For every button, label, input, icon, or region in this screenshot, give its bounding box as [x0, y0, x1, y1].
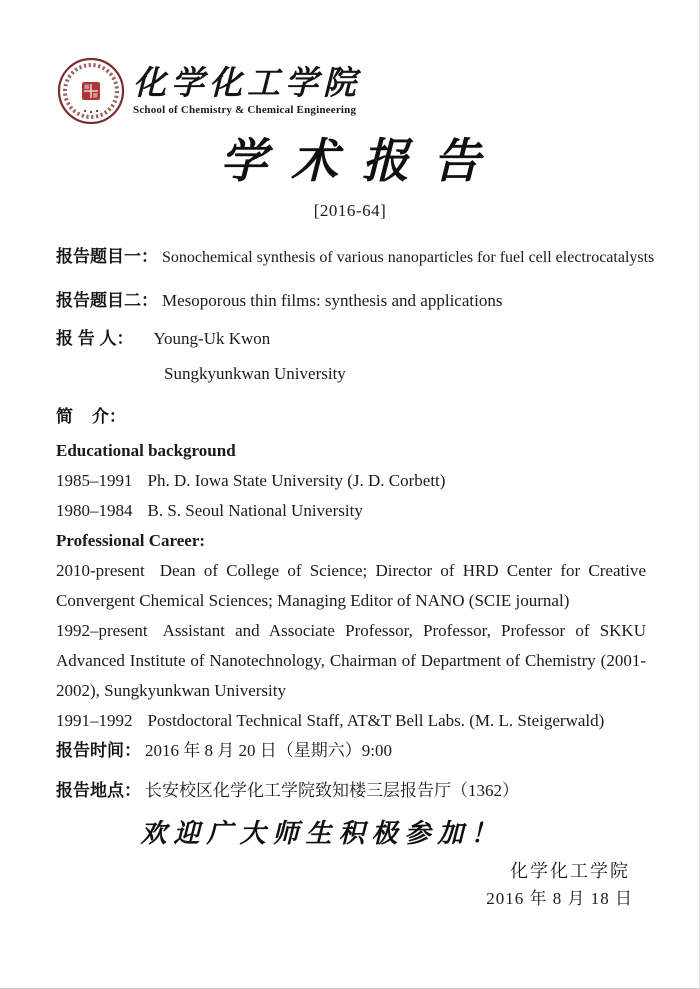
school-name-english: School of Chemistry & Chemical Engineering: [133, 104, 357, 116]
time-label: 报告时间：: [56, 741, 141, 760]
school-header: [56, 56, 361, 126]
page-title: 学术报告: [220, 136, 504, 188]
topic-1-row: [56, 242, 654, 267]
place-label: 报告地点：: [56, 781, 141, 800]
place-row: [56, 776, 519, 801]
seal-graphic: [56, 56, 126, 126]
speaker-row: [56, 324, 270, 349]
time-row: [56, 736, 392, 761]
career-heading: Professional Career:: [56, 531, 206, 550]
speaker-affiliation: Sungkyunkwan University: [164, 364, 346, 383]
topic-2-label: 报告题目二：: [56, 291, 158, 310]
topic-2-value: Mesoporous thin films: synthesis and applications: [162, 291, 503, 310]
signoff-date: 2016 年 8 月 18 日: [486, 889, 633, 908]
signoff-organization: 化学化工学院: [510, 861, 630, 881]
career-item: 1992–present Assistant and Associate Professor, Professor, Professor of SKKU Advanced Institute of Nanotechnology, Chairman of Department of Chemistry (2001-2002), Sungkyunkwan University: [56, 621, 646, 700]
bio-section-label: 简 介：: [56, 407, 126, 426]
topic-1-label: 报告题目一：: [56, 247, 158, 266]
career-item: 2010-present Dean of College of Science; Director of HRD Center for Creative Convergent Chemical Sciences; Managing Editor of NANO (SCIE journal): [56, 561, 646, 610]
education-item: 1980–1984 B. S. Seoul National University: [56, 501, 363, 520]
career-item: 1991–1992 Postdoctoral Technical Staff, AT&T Bell Labs. (M. L. Steigerwald): [56, 711, 605, 730]
welcome-message: 欢迎广大师生积极参加！: [140, 819, 504, 848]
school-name-chinese: 化学化工学院: [133, 66, 361, 102]
topic-1-value: Sonochemical synthesis of various nanoparticles for fuel cell electrocatalysts: [162, 249, 655, 266]
place-value: 长安校区化学化工学院致知楼三层报告厅（1362）: [145, 781, 519, 800]
school-name-block: [133, 66, 361, 116]
time-value: 2016 年 8 月 20 日（星期六）9:00: [145, 741, 392, 760]
education-heading: Educational background: [56, 441, 236, 460]
announcement-number: [2016-64]: [313, 201, 387, 220]
topic-2-row: [56, 286, 502, 311]
speaker-label: 报 告 人：: [56, 329, 134, 348]
speaker-name: Young-Uk Kwon: [153, 329, 271, 348]
biography-block: [56, 436, 646, 736]
education-item: 1985–1991 Ph. D. Iowa State University (J. D. Corbett): [56, 471, 446, 490]
school-seal-icon: [56, 56, 126, 126]
